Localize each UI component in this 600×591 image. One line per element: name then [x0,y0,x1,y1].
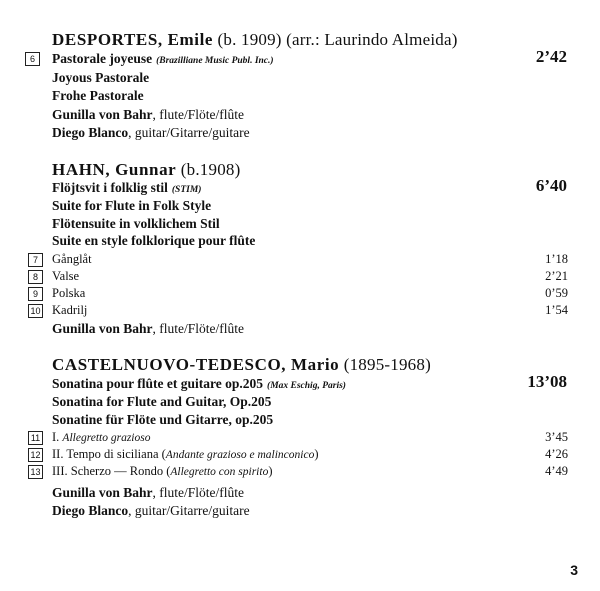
alt-title: Suite for Flute in Folk Style [52,198,212,213]
performer-name: Gunilla von Bahr [52,321,153,336]
work-total-duration: 2’42 [535,47,567,66]
composer-info: (1895-1968) [343,355,431,374]
work-title: Flöjtsvit i folklig stil [52,180,168,195]
performer-role: , guitar/Gitarre/guitare [128,503,250,518]
track-number-box: 6 [25,52,40,66]
work-title-line [52,376,346,392]
composer-heading [52,30,458,50]
track-row [28,303,568,319]
track-duration: 1’18 [545,252,568,266]
composer-info: (b. 1909) (arr.: Laurindo Almeida) [217,30,458,49]
performer-line [52,107,244,123]
composer-name: HAHN, Gunnar [52,160,177,179]
performer-line [52,485,244,501]
performer-role: , flute/Flöte/flûte [152,321,245,336]
performer-role: , flute/Flöte/flûte [152,485,245,500]
composer-heading [52,355,431,375]
work-title: Pastorale joyeuse [52,51,153,66]
track-number-box: 10 [28,304,43,318]
track-row [28,269,568,285]
composer-name: DESPORTES, Emile [52,30,214,49]
track-number-box: 9 [28,287,43,301]
track-row [28,447,568,463]
alt-title: Frohe Pastorale [52,88,144,103]
alt-title: Flötensuite in volklichem Stil [52,216,220,231]
track-row [28,286,568,302]
tempo-marking: Allegretto con spirito [170,466,269,478]
track-row [28,430,568,446]
work-title-line [52,180,201,196]
work-title: Sonatina pour flûte et guitare op.205 [52,376,264,391]
track-duration: 1’54 [545,303,568,317]
tempo-marking: Andante grazioso e malinconico [165,449,315,461]
publisher: (Brazilliane Music Publ. Inc.) [156,56,274,66]
track-duration: 4’26 [545,447,568,461]
performer-name: Gunilla von Bahr [52,485,153,500]
track-number-box: 12 [28,448,43,462]
alt-title: Suite en style folklorique pour flûte [52,233,256,248]
work-title-line [52,51,274,67]
track-duration: 2’21 [545,269,568,283]
performer-role: , guitar/Gitarre/guitare [128,125,250,140]
track-title: II. Tempo di siciliana (Andante grazioso e malinconico) [52,447,319,461]
performer-line [52,503,250,519]
tempo-marking: Allegretto grazioso [62,432,151,444]
track-duration: 0’59 [545,286,568,300]
page-number: 3 [570,562,578,578]
track-number-box: 7 [28,253,43,267]
performer-role: , flute/Flöte/flûte [152,107,245,122]
track-duration: 4’49 [545,464,568,478]
performer-name: Diego Blanco [52,125,129,140]
composer-heading [52,160,240,180]
performer-line [52,321,244,337]
track-number-box: 13 [28,465,43,479]
track-row [28,252,568,268]
track-title: Polska [52,286,86,300]
track-title: Kadrilj [52,303,88,317]
track-number-box: 8 [28,270,43,284]
track-number-box: 11 [28,431,43,445]
performer-name: Diego Blanco [52,503,129,518]
publisher: (STIM) [171,185,202,195]
track-title: Valse [52,269,80,283]
work-total-duration: 6’40 [535,176,567,195]
performer-line [52,125,250,141]
alt-title: Sonatina for Flute and Guitar, Op.205 [52,394,272,409]
track-title: Gånglåt [52,252,92,266]
composer-name: CASTELNUOVO-TEDESCO, Mario [52,355,340,374]
track-title: III. Scherzo — Rondo (Allegretto con spirito) [52,464,273,478]
alt-title: Joyous Pastorale [52,70,150,85]
track-duration: 3’45 [545,430,568,444]
performer-name: Gunilla von Bahr [52,107,153,122]
track-title: I. Allegretto grazioso [52,430,151,444]
alt-title: Sonatine für Flöte und Gitarre, op.205 [52,412,274,427]
work-total-duration: 13’08 [527,372,567,391]
track-row [28,464,568,480]
composer-info: (b.1908) [180,160,241,179]
publisher: (Max Eschig, Paris) [267,381,346,391]
